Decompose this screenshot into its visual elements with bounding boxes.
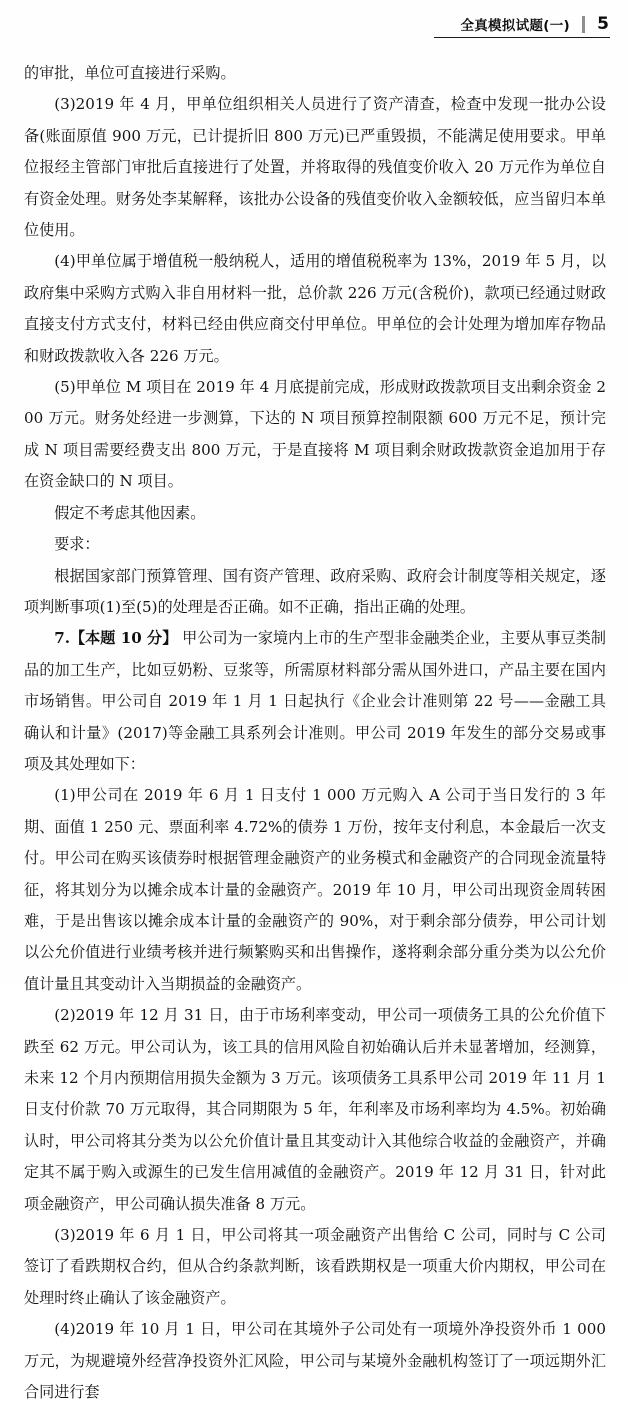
page-number: 5 [597,14,609,34]
para-requirement-body: 根据国家部门预算管理、国有资产管理、政府采购、政府会计制度等相关规定，逐项判断事项(1)至(5)的处理是否正确。如不正确，指出正确的处理。 [24,566,606,616]
para-q7-item-2: (2)2019 年 12 月 31 日，由于市场利率变动，甲公司一项债务工具的公允价值下跌至 62 万元。甲公司认为，该工具的信用风险自初始确认后并未显著增加，经测算，未来 12 个月内预期信用损失金额为 3 万元。该项债务工具系甲公司 2019 年 11 月 1 日支付价款 70 万元取得，其合同期限为 5 年，年利率及市场利率均为 4.5%。初始确认时，甲公司将其分类为以公允价值计量且其变动计入其他综合收益的金融资产，并确定其不属于购入或源生的已发生信用减值的金融资产。2019 年 12 月 31 日，针对此项金融资产，甲公司确认损失准备 8 万元。 [24,1006,606,1213]
para-item-4: (4)甲单位属于增值税一般纳税人，适用的增值税税率为 13%，2019 年 5 月，以政府集中采购方式购入非自用材料一批，总价款 226 万元(含税价)，款项已经通过财政直接支付方式支付，材料已经由供应商交付甲单位。甲单位的会计处理为增加库存物品和财政拨款收入各 226 万元。 [24,252,606,365]
paragraph-text: 甲公司为一家境内上市的生产型非金融类企业，主要从事豆类制品的加工生产，比如豆奶粉、豆浆等，所需原材料部分需从国外进口，产品主要在国内市场销售。甲公司自 2019 年 1 月 1 日起执行《企业会计准则第 22 号——金融工具确认和计量》(2017)等金融工具系列会计准则。甲公司 2019 年发生的部分交易或事项及其处理如下： [24,629,606,773]
para-q7-item-3: (3)2019 年 6 月 1 日，甲公司将其一项金融资产出售给 C 公司，同时与 C 公司签订了看跌期权合约，但从合约条款判断，该看跌期权是一项重大价内期权，甲公司在处理时终止确认了该金融资产。 [24,1226,606,1307]
para-continued-approval: 的审批，单位可直接进行采购。 [24,64,236,82]
para-assumption: 假定不考虑其他因素。 [54,503,206,522]
para-requirement-label: 要求： [54,535,100,554]
vertical-bar-icon [582,16,585,33]
para-q7-item-4: (4)2019 年 10 月 1 日，甲公司在其境外子公司处有一项境外净投资外币 1 000 万元，为规避境外经营净投资外汇风险，甲公司与某境外金融机构签订了一项远期外汇合同进行套 [24,1320,606,1402]
para-question-7 [24,623,606,780]
para-item-5: (5)甲单位 M 项目在 2019 年 4 月底提前完成，形成财政拨款项目支出剩余资金 200 万元。财务处经进一步测算，下达的 N 项目预算控制限额 600 万元不足，预计完成 N 项目需要经费支出 800 万元，于是直接将 M 项目剩余财政拨款资金追加用于存在资金缺口的 N 项目。 [24,378,606,491]
page-running-header [310,14,610,38]
body-text-column [24,58,606,1408]
header-inner [434,14,610,38]
question-number-label: 7.【本题 10 分】 [54,629,178,648]
para-q7-item-1: (1)甲公司在 2019 年 6 月 1 日支付 1 000 万元购入 A 公司于当日发行的 3 年期、面值 1 250 元、票面利率 4.72%的债券 1 万份，按年支付利息，本金最后一次支付。甲公司在购买该债券时根据管理金融资产的业务模式和金融资产的合同现金流量特征，将其划分为以摊余成本计量的金融资产。2019 年 10 月，甲公司出现资金周转困难，于是出售该以摊余成本计量的金融资产的 90%，对于剩余部分债券，甲公司计划以公允价值进行业绩考核并进行频繁购买和出售操作，遂将剩余部分重分类为以公允价值计量且其变动计入当期损益的金融资产。 [24,786,606,993]
page-header-title: 全真模拟试题(一) [460,18,570,34]
para-item-3: (3)2019 年 4 月，甲单位组织相关人员进行了资产清查，检查中发现一批办公设备(账面原值 900 万元，已计提折旧 800 万元)已严重毁损，不能满足使用要求。甲单位报经主管部门审批后直接进行了处置，并将取得的残值变价收入 20 万元作为单位自有资金处理。财务处李某解释，该批办公设备的残值变价收入金额较低，应当留归本单位使用。 [24,95,606,240]
